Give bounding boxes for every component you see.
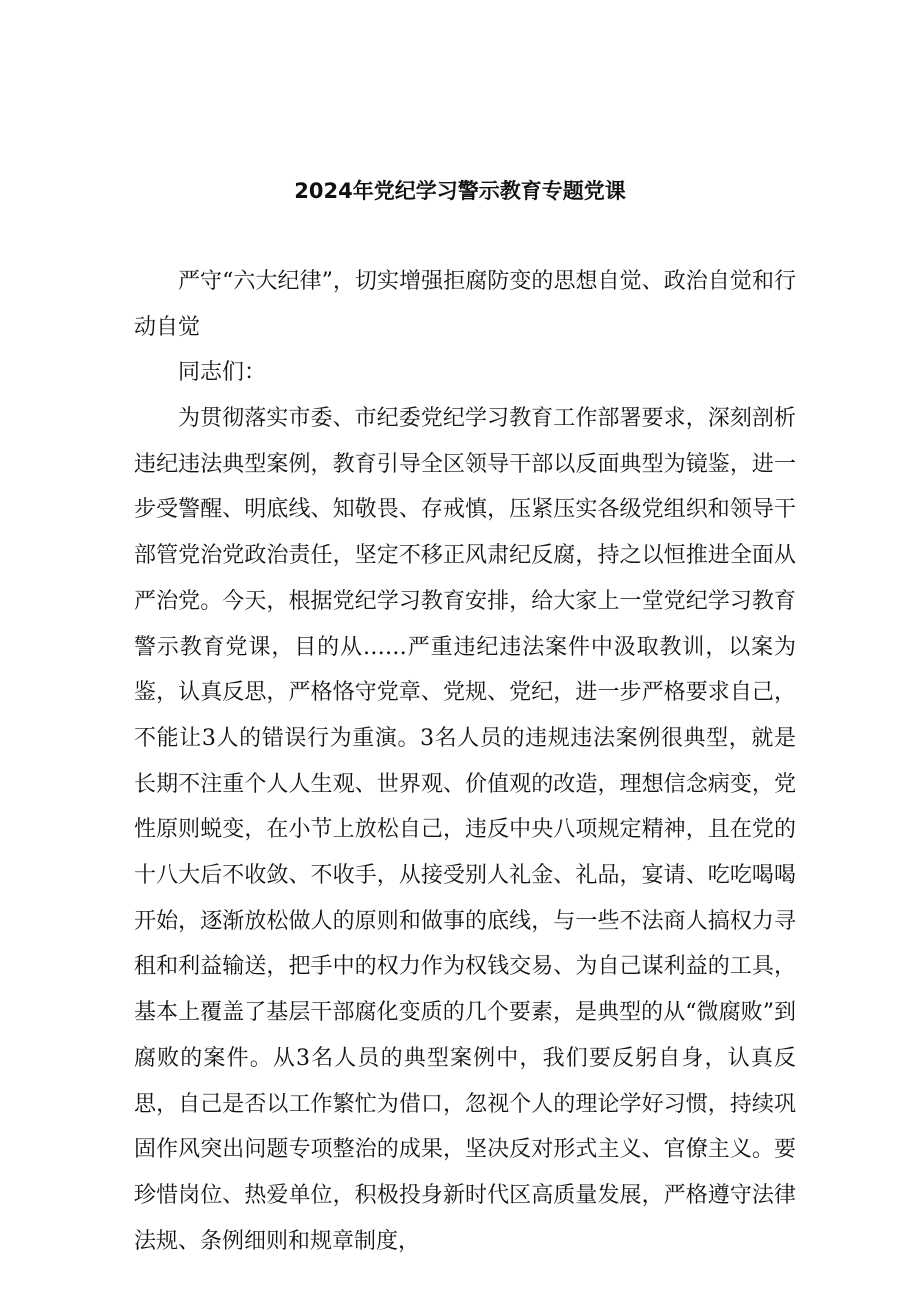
salutation: 同志们： — [178, 360, 267, 385]
body-paragraph — [134, 396, 796, 1264]
document-title: 2024年党纪学习警示教育专题党课 — [294, 179, 626, 203]
document-subtitle: 严守“六大纪律”，切实增强拒腐防变的思想自觉、政治自觉和行动自觉 — [134, 269, 796, 340]
body-paragraph-sans-text: 好习惯，持续巩固作风突出问题专项整治的成果，坚决反对形式主义、官僚主义。要珍惜岗位、热爱单位，积极投身新时代区高质量发展，严格遵守法律法规、条例细则和规章制度， — [134, 1091, 796, 1254]
body-paragraph-serif-text: 为贯彻落实市委、市纪委党纪学习教育工作部署要求，深刻剖析违纪违法典型案例，教育引导全区领导干部以反面典型为镜鉴，进一步受警醒、明底线、知敬畏、存戒慎，压紧压实各级党组织和领导干部管党治党政治责任，坚定不移正风肃纪反腐，持之以恒推进全面从严治党。今天，根据党纪学习教育安排，给大家上一堂党纪学习教育警示教育党课，目的从……严重违纪违法案件中汲取教训，以案为鉴，认真反思，严格恪守党章、党规、党纪，进一步严格要求自己，不能让3人的错误行为重演。3名人员的违规违法案例很典型，就是长期不注重个人人生观、世界观、价值观的改造，理想信念病变，党性原则蜕变，在小节上放松自己，违反中央八项规定精神，且在党的十八大后不收敛、不收手，从接受别人礼金、礼品，宴请、吃吃喝喝开始，逐渐放松做人的原则和做事的底线，与一些不法商人搞权力寻租和利益输送，把手中的权力作为权钱交易、为自己谋利益的工具，基本上覆盖了基层干部腐化变质的几个要素，是典型的从“微腐败”到腐败的案件。从3名人员的典型案例中，我们要反躬自身，认真反思，自己是否以工作繁忙为借口，忽视个人的理论学 — [134, 406, 796, 1117]
